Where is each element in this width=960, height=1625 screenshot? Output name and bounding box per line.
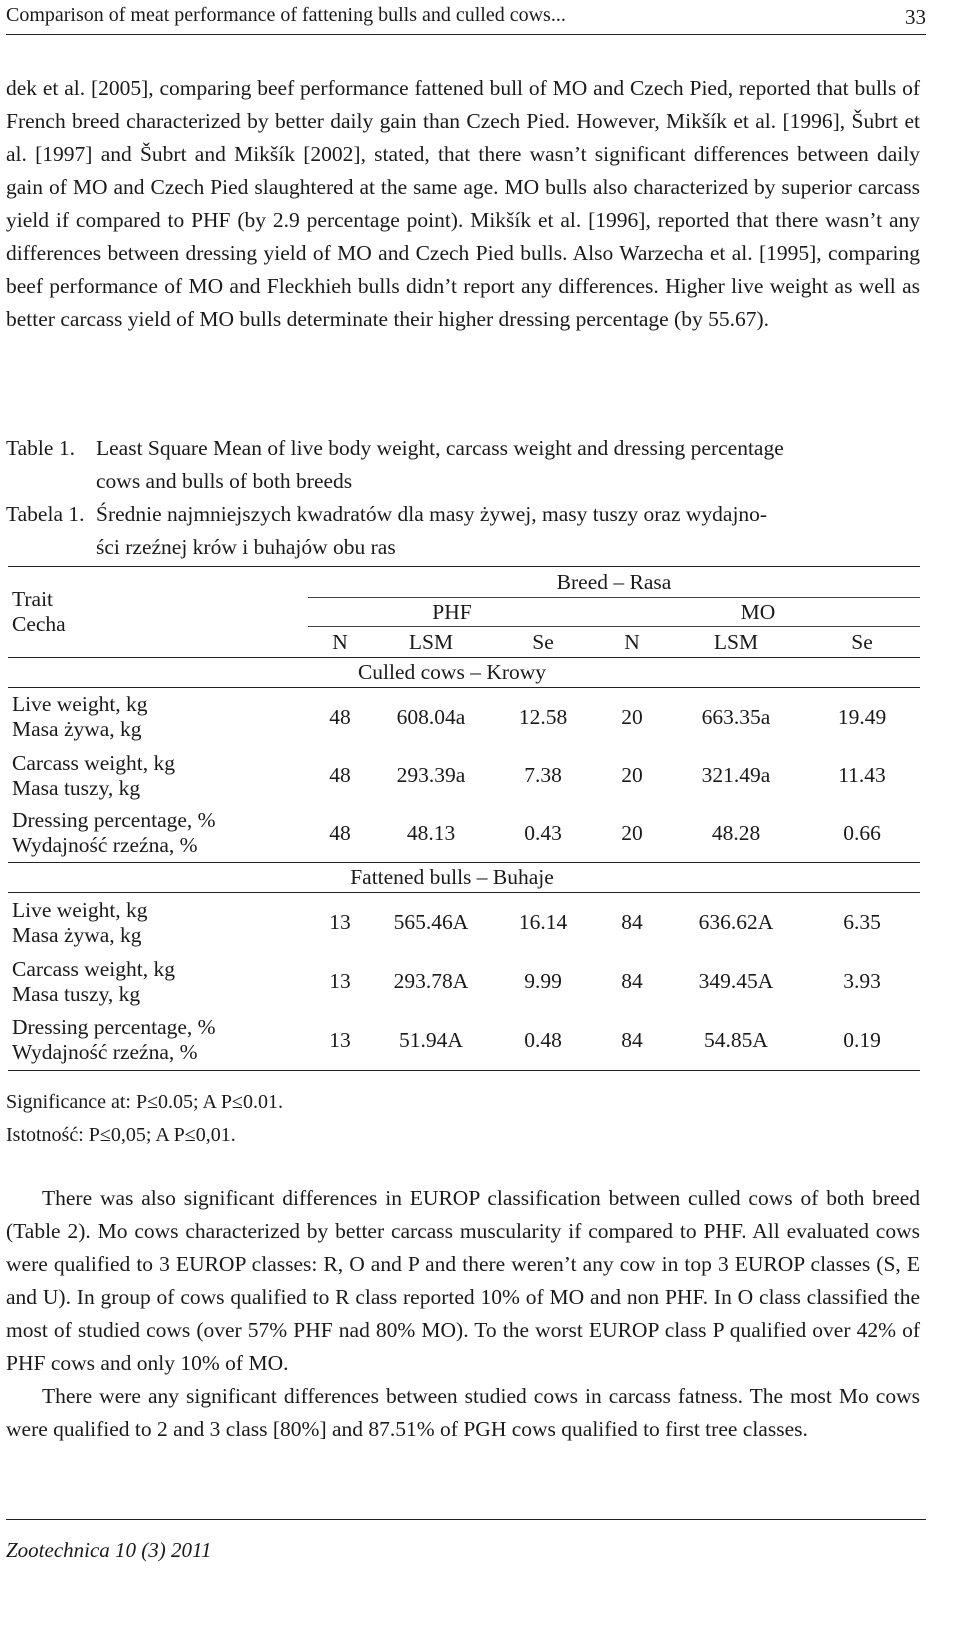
cell-n: 84	[621, 969, 643, 993]
cell-n: 20	[621, 704, 643, 729]
column-header: LSM	[408, 629, 454, 654]
table-row	[8, 953, 920, 1011]
cell-lsm: 663.35a	[701, 704, 771, 729]
trait-en: Carcass weight, kg	[12, 956, 176, 981]
trait-cell	[8, 688, 308, 747]
page-number: 33	[905, 5, 926, 29]
cell-lsm: 565.46A	[393, 910, 469, 935]
cell-n: 84	[621, 910, 643, 935]
trait-cell	[8, 747, 308, 805]
column-header: Se	[851, 629, 873, 654]
cell-lsm: 48.28	[711, 820, 761, 845]
cell-se: 7.38	[524, 763, 562, 787]
cell-se: 0.19	[843, 1027, 881, 1052]
cell-se: 11.43	[838, 763, 886, 787]
trait-pl: Wydajność rzeźna, %	[12, 833, 198, 858]
running-header	[6, 0, 926, 35]
trait-pl: Wydajność rzeźna, %	[12, 1040, 198, 1065]
table-row	[8, 805, 920, 863]
cell-n: 13	[329, 910, 351, 935]
cell-lsm: 54.85A	[704, 1027, 768, 1052]
trait-en: Carcass weight, kg	[12, 750, 176, 775]
significance-note-pl: Istotność: P≤0,05; A P≤0,01.	[6, 1124, 236, 1146]
table-caption-pl	[6, 498, 926, 564]
data-table	[8, 566, 920, 1071]
caption-label: Tabela 1.	[6, 502, 85, 526]
trait-cell	[8, 893, 308, 953]
cell-se: 16.14	[518, 910, 568, 935]
trait-en: Dressing percentage, %	[12, 1015, 216, 1040]
significance-note-en: Significance at: P≤0.05; A P≤0.01.	[6, 1091, 283, 1113]
paragraph-2: There was also significant differences in EUROP classification between culled cows of both breed (Table 2). Mo cows characterized by better carcass muscularity if compared to PHF. All evaluated cows were qualified to 3 EUROP classes: R, O and P and there weren’t any cow in top 3 EUROP classes (S, E and U). In group of cows qualified to R class reported 10% of MO and non PHF. In O class classified the most of studied cows (over 57% PHF nad 80% MO). To the worst EUROP class P qualified over 42% of PHF cows and only 10% of MO.	[6, 1186, 920, 1375]
trait-pl: Masa żywa, kg	[12, 717, 142, 742]
trait-pl: Masa tuszy, kg	[12, 775, 141, 800]
cell-se: 3.93	[843, 969, 881, 993]
cell-n: 48	[329, 820, 351, 845]
table-row	[8, 747, 920, 805]
cell-n: 48	[329, 704, 351, 729]
trait-cell	[8, 1011, 308, 1071]
breed-mo: MO	[596, 598, 920, 627]
cell-se: 6.35	[843, 910, 881, 935]
footer-divider	[6, 1519, 926, 1520]
cell-se: 0.48	[524, 1027, 562, 1052]
trait-header-pl: Cecha	[12, 612, 66, 636]
trait-header-en: Trait	[12, 587, 54, 611]
journal-footer: Zootechnica 10 (3) 2011	[6, 1538, 212, 1562]
cell-lsm: 51.94A	[399, 1027, 463, 1052]
breed-phf: PHF	[308, 598, 596, 627]
column-header: N	[624, 629, 640, 654]
cell-n: 20	[621, 763, 643, 787]
caption-line: Least Square Mean of live body weight, carcass weight and dressing percentage	[96, 436, 784, 460]
trait-cell	[8, 805, 308, 863]
breed-header: Breed – Rasa	[308, 567, 920, 598]
trait-cell	[8, 953, 308, 1011]
cell-lsm: 321.49a	[701, 763, 771, 787]
trait-pl: Masa żywa, kg	[12, 922, 142, 947]
paragraph-1: dek et al. [2005], comparing beef performance fattened bull of MO and Czech Pied, reported that bulls of French breed characterized by better daily gain than Czech Pied. However, Mikšík et al. [1996], Šubrt et al. [1997] and Šubrt and Mikšík [2002], stated, that there wasn’t significant differences between daily gain of MO and Czech Pied slaughtered at the same age. MO bulls also characterized by superior carcass yield if compared to PHF (by 2.9 percentage point). Mikšík et al. [1996], reported that there wasn’t any differences between dressing yield of MO and Czech Pied bulls. Also Warzecha et al. [1995], comparing beef performance of MO and Fleckhieh bulls didn’t report any differences. Higher live weight as well as better carcass yield of MO bulls determinate their higher dressing percentage (by 55.67).	[6, 76, 920, 331]
cell-se: 0.43	[524, 820, 562, 845]
cell-n: 13	[329, 969, 351, 993]
cell-n: 48	[329, 763, 351, 787]
column-header: N	[332, 629, 348, 654]
table-row	[8, 688, 920, 747]
cell-n: 13	[329, 1027, 351, 1052]
cell-lsm: 293.39a	[396, 763, 466, 787]
cell-lsm: 349.45A	[698, 969, 774, 993]
trait-header	[8, 567, 308, 658]
trait-en: Live weight, kg	[12, 692, 148, 717]
cell-se: 9.99	[524, 969, 562, 993]
table-row	[8, 1011, 920, 1071]
trait-pl: Masa tuszy, kg	[12, 981, 141, 1006]
cell-lsm: 48.13	[406, 820, 456, 845]
trait-en: Dressing percentage, %	[12, 808, 216, 833]
cell-lsm: 608.04a	[396, 704, 466, 729]
cell-se: 0.66	[843, 820, 881, 845]
cell-lsm: 636.62A	[698, 910, 774, 935]
table-row	[8, 893, 920, 953]
cell-se: 19.49	[837, 704, 887, 729]
column-header: Se	[532, 629, 554, 654]
caption-line: Średnie najmniejszych kwadratów dla masy żywej, masy tuszy oraz wydajno-	[96, 502, 768, 526]
cell-n: 84	[621, 1027, 643, 1052]
trait-en: Live weight, kg	[12, 897, 148, 922]
cell-lsm: 293.78A	[393, 969, 469, 993]
table-caption-en	[6, 432, 926, 498]
caption-label: Table 1.	[6, 436, 75, 460]
caption-line: ści rzeźnej krów i buhajów obu ras	[96, 535, 396, 559]
group-title: Fattened bulls – Buhaje	[350, 865, 554, 889]
running-title: Comparison of meat performance of fattening bulls and culled cows...	[6, 4, 566, 26]
paragraph-3: There were any significant differences between studied cows in carcass fatness. The most Mo cows were qualified to 2 and 3 class [80%] and 87.51% of PGH cows qualified to first tree classes.	[6, 1384, 920, 1441]
cell-se: 12.58	[518, 704, 568, 729]
caption-line: cows and bulls of both breeds	[96, 469, 353, 493]
cell-n: 20	[621, 820, 643, 845]
group-title: Culled cows – Krowy	[357, 660, 547, 684]
column-header: LSM	[713, 629, 759, 654]
